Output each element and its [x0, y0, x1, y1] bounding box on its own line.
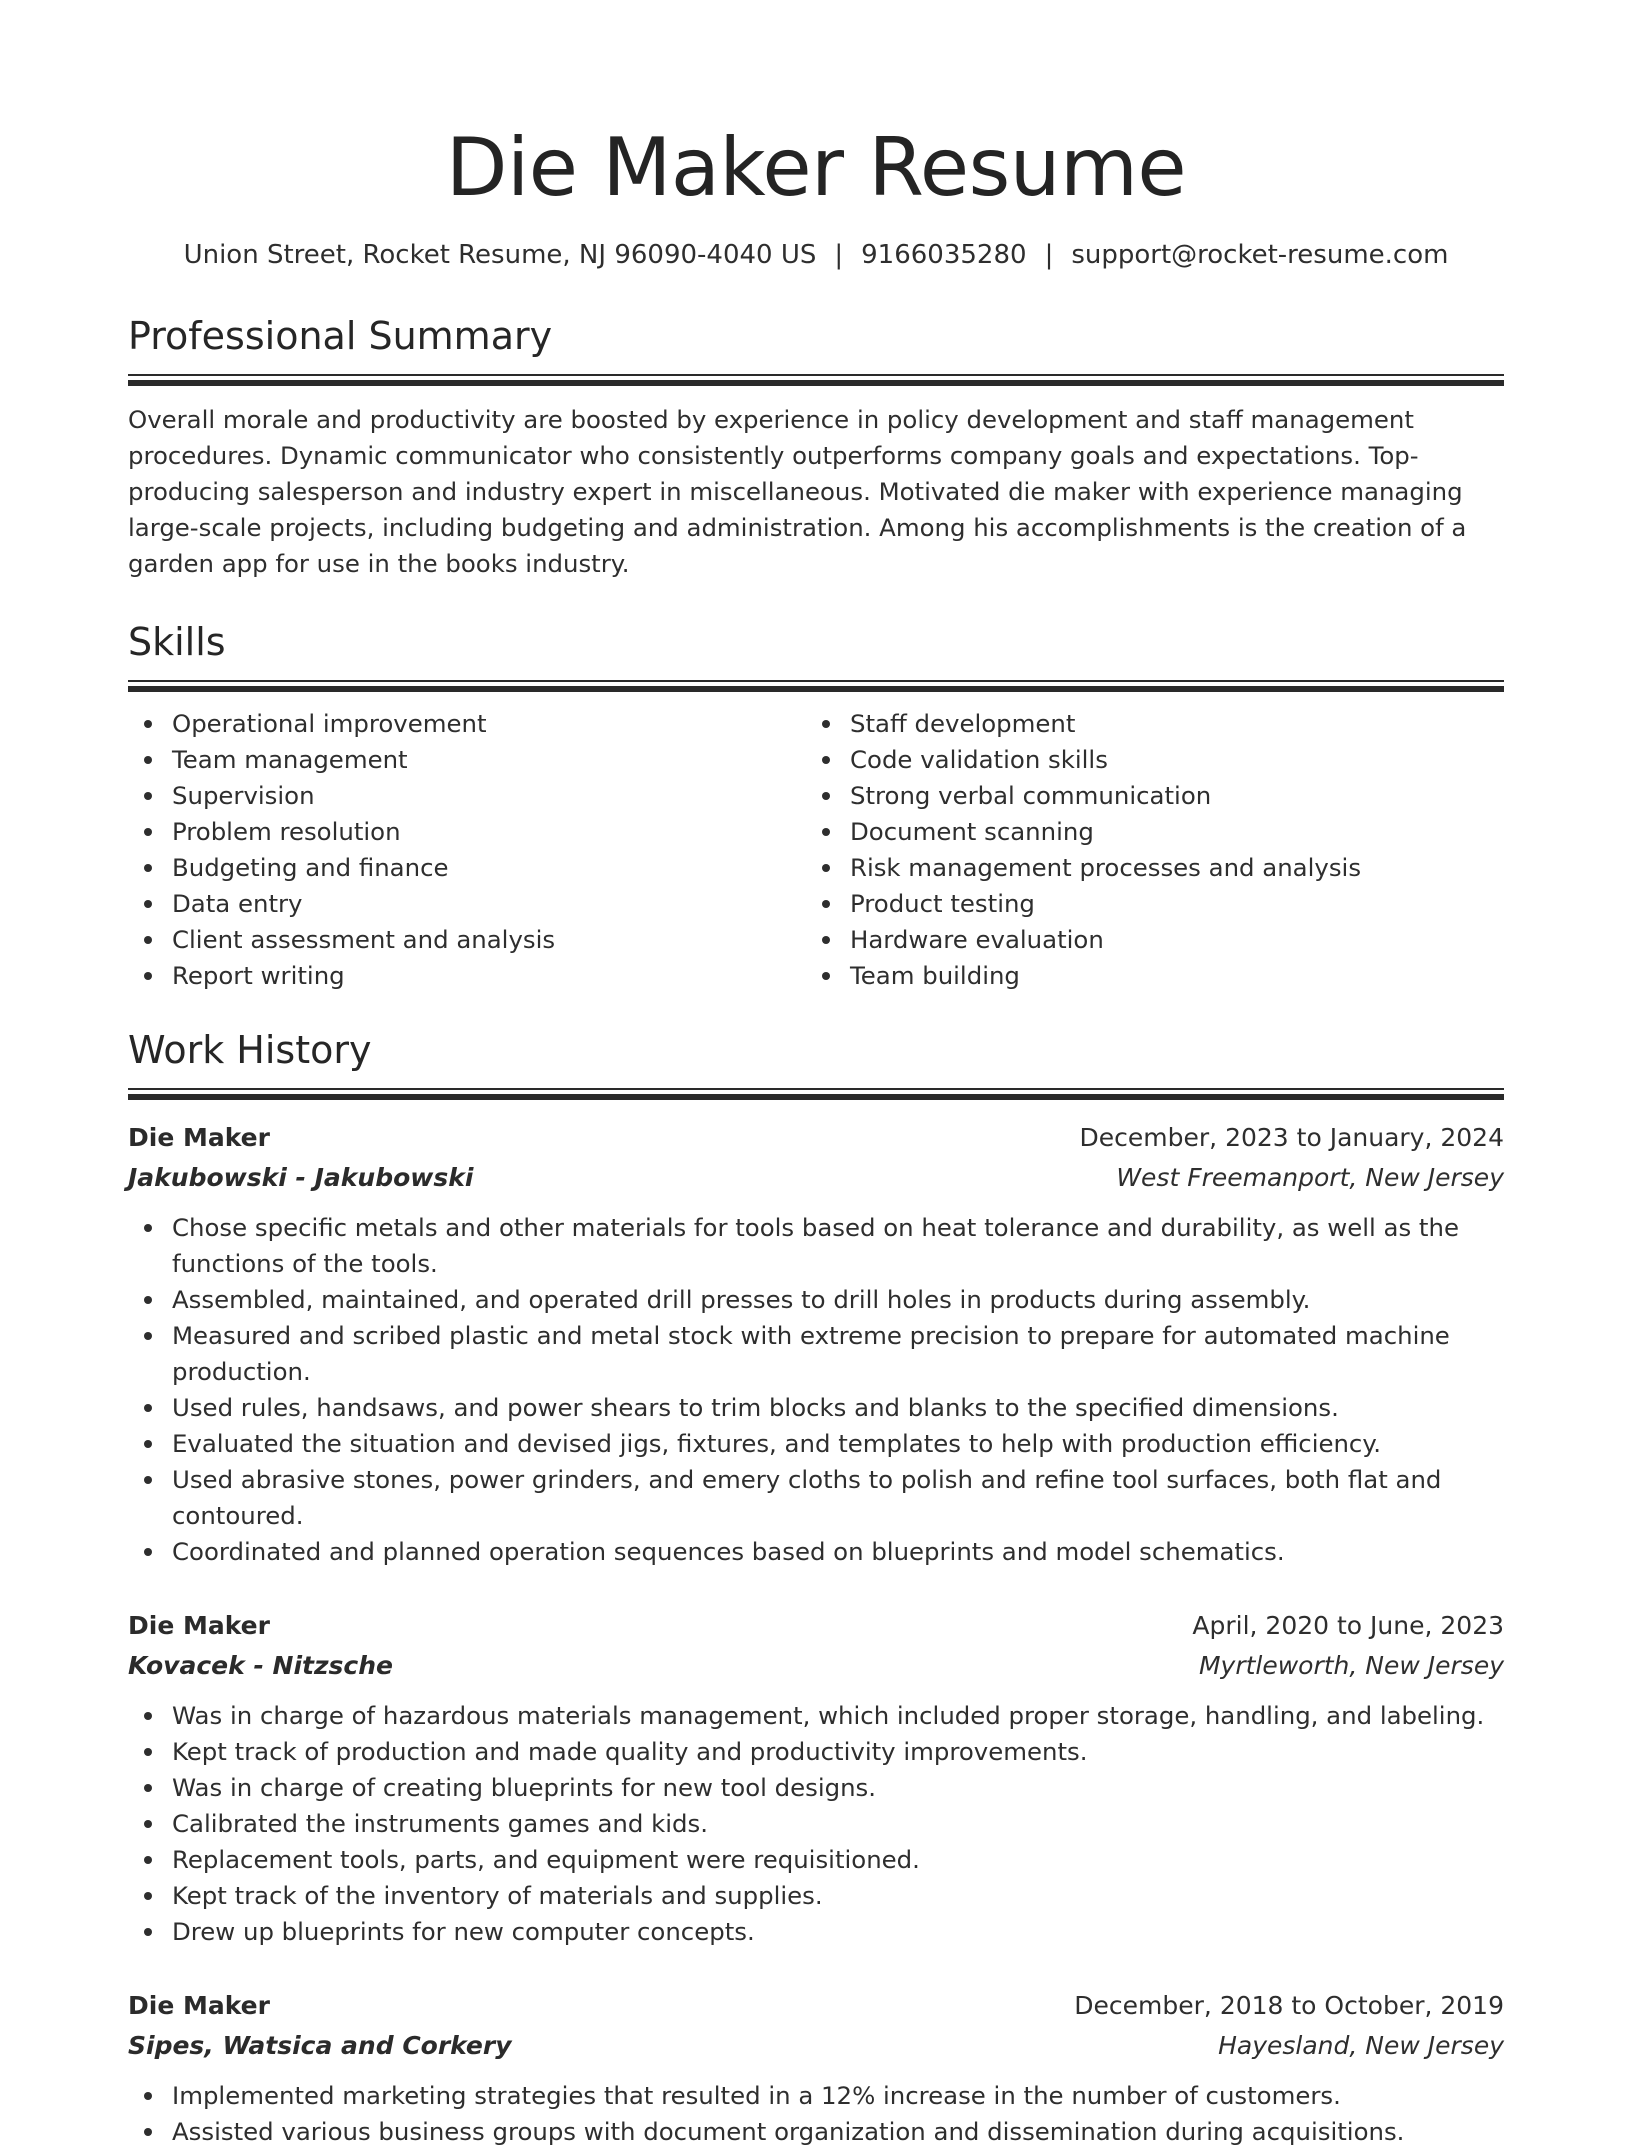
job-subheader [128, 1158, 1504, 1198]
job-bullets [128, 1698, 1504, 1950]
job-bullet: Implemented marketing strategies that resulted in a 12% increase in the number of customers. [128, 2078, 1504, 2114]
skill-item: Problem resolution [128, 814, 806, 850]
skills-list [128, 706, 1504, 994]
job-bullets [128, 2078, 1504, 2150]
skill-item: Staff development [806, 706, 1484, 742]
skill-item: Report writing [128, 958, 806, 994]
job-title: Die Maker [128, 1991, 270, 2020]
skill-item: Code validation skills [806, 742, 1484, 778]
job-bullet: Replacement tools, parts, and equipment were requisitioned. [128, 1842, 1504, 1878]
job-bullet: Was in charge of creating blueprints for new tool designs. [128, 1770, 1504, 1806]
summary-heading: Professional Summary [128, 314, 553, 358]
job-header [128, 1606, 1504, 1646]
skill-item: Team management [128, 742, 806, 778]
job-bullet: Assisted various business groups with document organization and dissemination during acquisitions. [128, 2114, 1504, 2150]
job-entry [128, 1118, 1504, 1570]
job-bullet: Coordinated and planned operation sequences based on blueprints and model schematics. [128, 1534, 1504, 1570]
job-location: Hayesland, New Jersey [1218, 2031, 1504, 2060]
job-dates: December, 2018 to October, 2019 [1074, 1991, 1504, 2020]
skill-item: Team building [806, 958, 1484, 994]
skill-item: Hardware evaluation [806, 922, 1484, 958]
work-history-heading: Work History [128, 1028, 372, 1072]
skill-item: Supervision [128, 778, 806, 814]
job-bullet: Calibrated the instruments games and kids. [128, 1806, 1504, 1842]
job-bullet: Kept track of the inventory of materials and supplies. [128, 1878, 1504, 1914]
job-entry [128, 1986, 1504, 2150]
job-location: West Freemanport, New Jersey [1116, 1163, 1504, 1192]
skill-item: Data entry [128, 886, 806, 922]
resume-title: Die Maker Resume [445, 121, 1187, 214]
job-location: Myrtleworth, New Jersey [1198, 1651, 1504, 1680]
contact-line [128, 238, 1504, 272]
job-title: Die Maker [128, 1611, 270, 1640]
job-header [128, 1118, 1504, 1158]
job-bullet: Used rules, handsaws, and power shears to trim blocks and blanks to the specified dimensions. [128, 1390, 1504, 1426]
job-dates: April, 2020 to June, 2023 [1192, 1611, 1504, 1640]
job-company: Kovacek - Nitzsche [128, 1651, 393, 1680]
skill-item: Operational improvement [128, 706, 806, 742]
skills-heading: Skills [128, 620, 226, 664]
section-divider [128, 374, 1504, 386]
skill-item: Budgeting and finance [128, 850, 806, 886]
contact-phone: 9166035280 [861, 240, 1027, 270]
skills-column-left [128, 706, 806, 994]
job-bullet: Measured and scribed plastic and metal stock with extreme precision to prepare for automated machine production. [128, 1318, 1504, 1390]
skills-column-right [806, 706, 1484, 994]
job-company: Jakubowski - Jakubowski [128, 1163, 474, 1192]
contact-email: support@rocket-resume.com [1071, 240, 1449, 270]
job-bullet: Assembled, maintained, and operated drill presses to drill holes in products during assembly. [128, 1282, 1504, 1318]
section-divider [128, 680, 1504, 692]
skill-item: Strong verbal communication [806, 778, 1484, 814]
section-divider [128, 1088, 1504, 1100]
job-bullet: Evaluated the situation and devised jigs, fixtures, and templates to help with production efficiency. [128, 1426, 1504, 1462]
job-subheader [128, 1646, 1504, 1686]
job-bullet: Kept track of production and made quality and productivity improvements. [128, 1734, 1504, 1770]
job-title: Die Maker [128, 1123, 270, 1152]
job-subheader [128, 2026, 1504, 2066]
skill-item: Document scanning [806, 814, 1484, 850]
job-company: Sipes, Watsica and Corkery [128, 2031, 512, 2060]
job-bullet: Chose specific metals and other materials for tools based on heat tolerance and durability, as well as the functions of the tools. [128, 1210, 1504, 1282]
resume-page [128, 0, 1504, 2150]
job-entry [128, 1606, 1504, 1950]
skill-item: Risk management processes and analysis [806, 850, 1484, 886]
job-bullet: Drew up blueprints for new computer concepts. [128, 1914, 1504, 1950]
job-header [128, 1986, 1504, 2026]
job-bullet: Used abrasive stones, power grinders, and emery cloths to polish and refine tool surfaces, both flat and contoured. [128, 1462, 1504, 1534]
job-dates: December, 2023 to January, 2024 [1079, 1123, 1504, 1152]
skill-item: Client assessment and analysis [128, 922, 806, 958]
skill-item: Product testing [806, 886, 1484, 922]
job-bullets [128, 1210, 1504, 1570]
contact-address: Union Street, Rocket Resume, NJ 96090-4040 US [183, 240, 817, 270]
contact-separator: | [834, 240, 844, 270]
job-bullet: Was in charge of hazardous materials management, which included proper storage, handling, and labeling. [128, 1698, 1504, 1734]
contact-separator: | [1044, 240, 1054, 270]
summary-text: Overall morale and productivity are boosted by experience in policy development and staff management procedures. Dynamic communicator who consistently outperforms company goals and expectations. Top-producing salesperson and industry expert in miscellaneous. Motivated die maker with experience managing large-scale projects, including budgeting and administration. Among his accomplishments is the creation of a garden app for use in the books industry. [128, 405, 1467, 578]
